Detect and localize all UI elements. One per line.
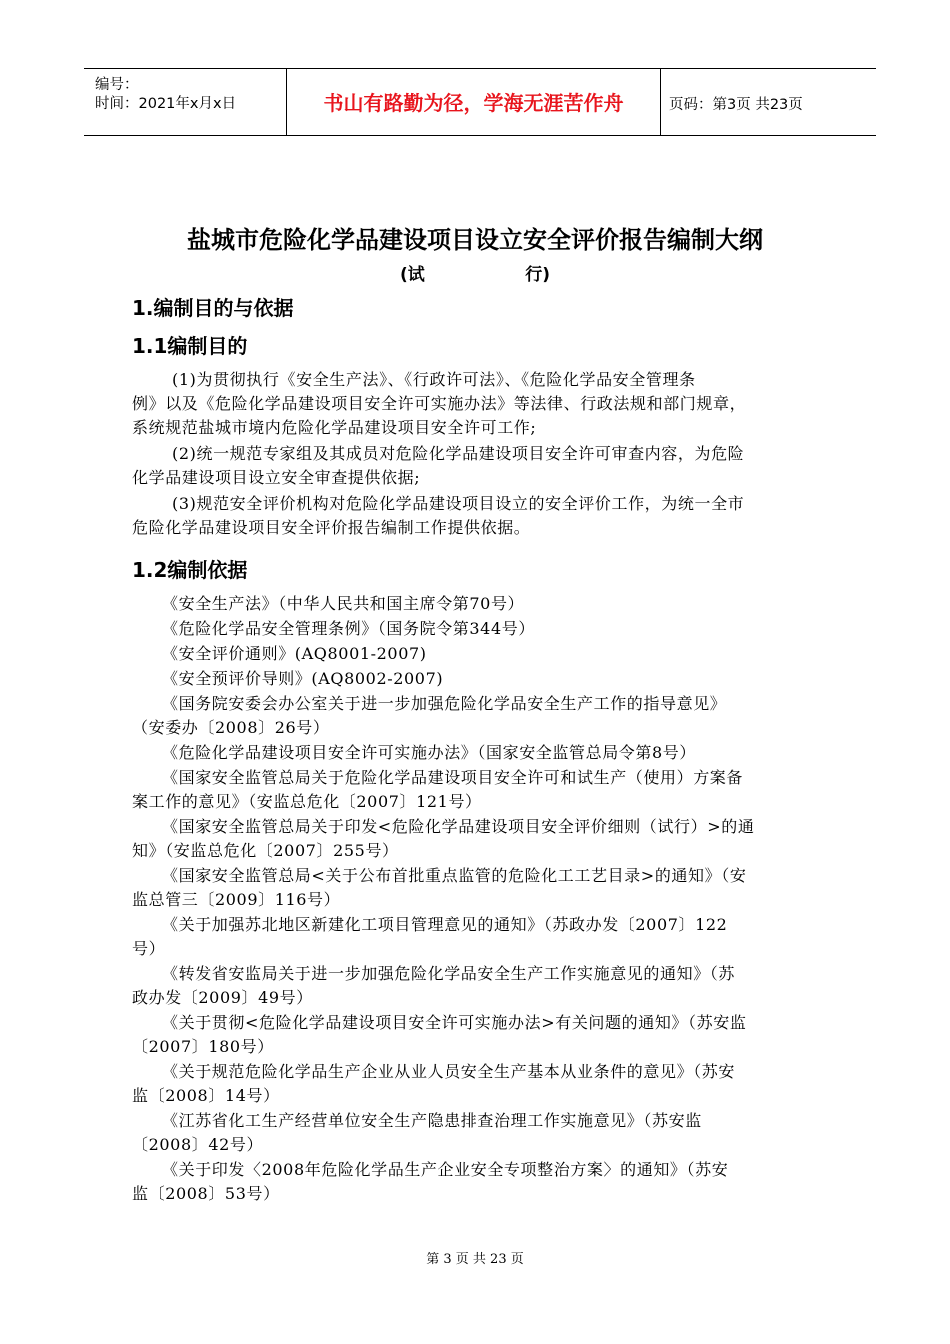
reference-line: 《安全预评价导则》(AQ8002-2007) (162, 669, 444, 688)
section-heading-1: 1.编制目的与依据 (132, 296, 294, 320)
reference-item (132, 741, 837, 765)
reference-line: 〔2008〕42号） (132, 1135, 264, 1154)
reference-item (132, 692, 837, 740)
reference-item (132, 962, 837, 1010)
page-footer: 第 3 页 共 23 页 (426, 1252, 524, 1267)
section-heading-1-1: 1.1编制目的 (132, 334, 248, 358)
reference-line: 《安全生产法》（中华人民共和国主席令第70号） (162, 594, 525, 613)
reference-item (132, 592, 837, 616)
reference-item (132, 815, 837, 863)
reference-line: 《危险化学品建设项目安全许可实施办法》（国家安全监管总局令第8号） (162, 743, 696, 762)
reference-line: 《国家安全监管总局关于危险化学品建设项目安全许可和试生产（使用）方案备 (162, 768, 744, 787)
reference-line: 《国家安全监管总局<关于公布首批重点监管的危险化工工艺目录>的通知》（安 (162, 866, 747, 885)
section-heading-1-2: 1.2编制依据 (132, 558, 248, 582)
reference-line: 号） (132, 939, 166, 958)
reference-item (132, 864, 837, 912)
reference-item (132, 642, 837, 666)
reference-line: 《转发省安监局关于进一步加强危险化学品安全生产工作实施意见的通知》（苏 (162, 964, 736, 983)
reference-line: 《安全评价通则》(AQ8001-2007) (162, 644, 427, 663)
reference-line: 《关于贯彻<危险化学品建设项目安全许可实施办法>有关问题的通知》（苏安监 (162, 1013, 747, 1032)
reference-item (132, 667, 837, 691)
number-label: 编号： (95, 77, 139, 93)
reference-item (132, 1011, 837, 1059)
reference-line: 监〔2008〕53号） (132, 1184, 280, 1203)
reference-line: 政办发〔2009〕49号） (132, 988, 313, 1007)
reference-item (132, 913, 837, 961)
paragraph-line: (1)为贯彻执行《安全生产法》、《行政许可法》、《危险化学品安全管理条 (172, 370, 696, 389)
reference-line: 《国家安全监管总局关于印发<危险化学品建设项目安全评价细则（试行）>的通 (162, 817, 755, 836)
reference-line: 案工作的意见》（安监总危化〔2007〕121号） (132, 792, 482, 811)
reference-line: 《国务院安委会办公室关于进一步加强危险化学品安全生产工作的指导意见》 (162, 694, 727, 713)
purpose-paragraph (132, 368, 832, 440)
reference-line: 《关于印发〈2008年危险化学品生产企业安全专项整治方案〉的通知》（苏安 (162, 1160, 729, 1179)
reference-line: 《关于加强苏北地区新建化工项目管理意见的通知》（苏政办发〔2007〕122 (162, 915, 728, 934)
reference-line: 知》（安监总危化〔2007〕255号） (132, 841, 399, 860)
header-motto: 书山有路勤为径，学海无涯苦作舟 (287, 69, 661, 135)
time-label: 时间：2021年x月x日 (95, 96, 237, 112)
header-meta (84, 69, 287, 135)
reference-item (132, 617, 837, 641)
reference-item (132, 1109, 837, 1157)
page-header (84, 68, 876, 136)
paragraph-line: 化学品建设项目设立安全审查提供依据; (132, 468, 421, 487)
document-subtitle (400, 260, 550, 285)
subtitle-right: 行) (525, 265, 550, 285)
paragraph-line: 例》以及《危险化学品建设项目安全许可实施办法》等法律、行政法规和部门规章， (132, 394, 747, 413)
reference-item (132, 766, 837, 814)
subtitle-left: (试 (400, 265, 425, 285)
reference-line: 监总管三〔2009〕116号） (132, 890, 341, 909)
paragraph-line: (3)规范安全评价机构对危险化学品建设项目设立的安全评价工作，为统一全市 (172, 494, 745, 513)
reference-line: 《关于规范危险化学品生产企业从业人员安全生产基本从业条件的意见》（苏安 (162, 1062, 736, 1081)
page-number-label: 页码：第3页 共23页 (669, 97, 803, 113)
reference-line: 〔2007〕180号） (132, 1037, 274, 1056)
reference-line: （安委办〔2008〕26号） (132, 718, 330, 737)
paragraph-line: 危险化学品建设项目安全评价报告编制工作提供依据。 (132, 518, 531, 537)
purpose-paragraph (132, 442, 832, 490)
reference-line: 《危险化学品安全管理条例》（国务院令第344号） (162, 619, 535, 638)
reference-line: 监〔2008〕14号） (132, 1086, 280, 1105)
paragraph-line: 系统规范盐城市境内危险化学品建设项目安全许可工作; (132, 418, 537, 437)
purpose-paragraph (132, 492, 832, 540)
reference-item (132, 1060, 837, 1108)
document-title: 盐城市危险化学品建设项目设立安全评价报告编制大纲 (187, 226, 763, 254)
reference-item (132, 1158, 837, 1206)
paragraph-line: (2)统一规范专家组及其成员对危险化学品建设项目安全许可审查内容，为危险 (172, 444, 745, 463)
reference-line: 《江苏省化工生产经营单位安全生产隐患排查治理工作实施意见》（苏安监 (162, 1111, 702, 1130)
